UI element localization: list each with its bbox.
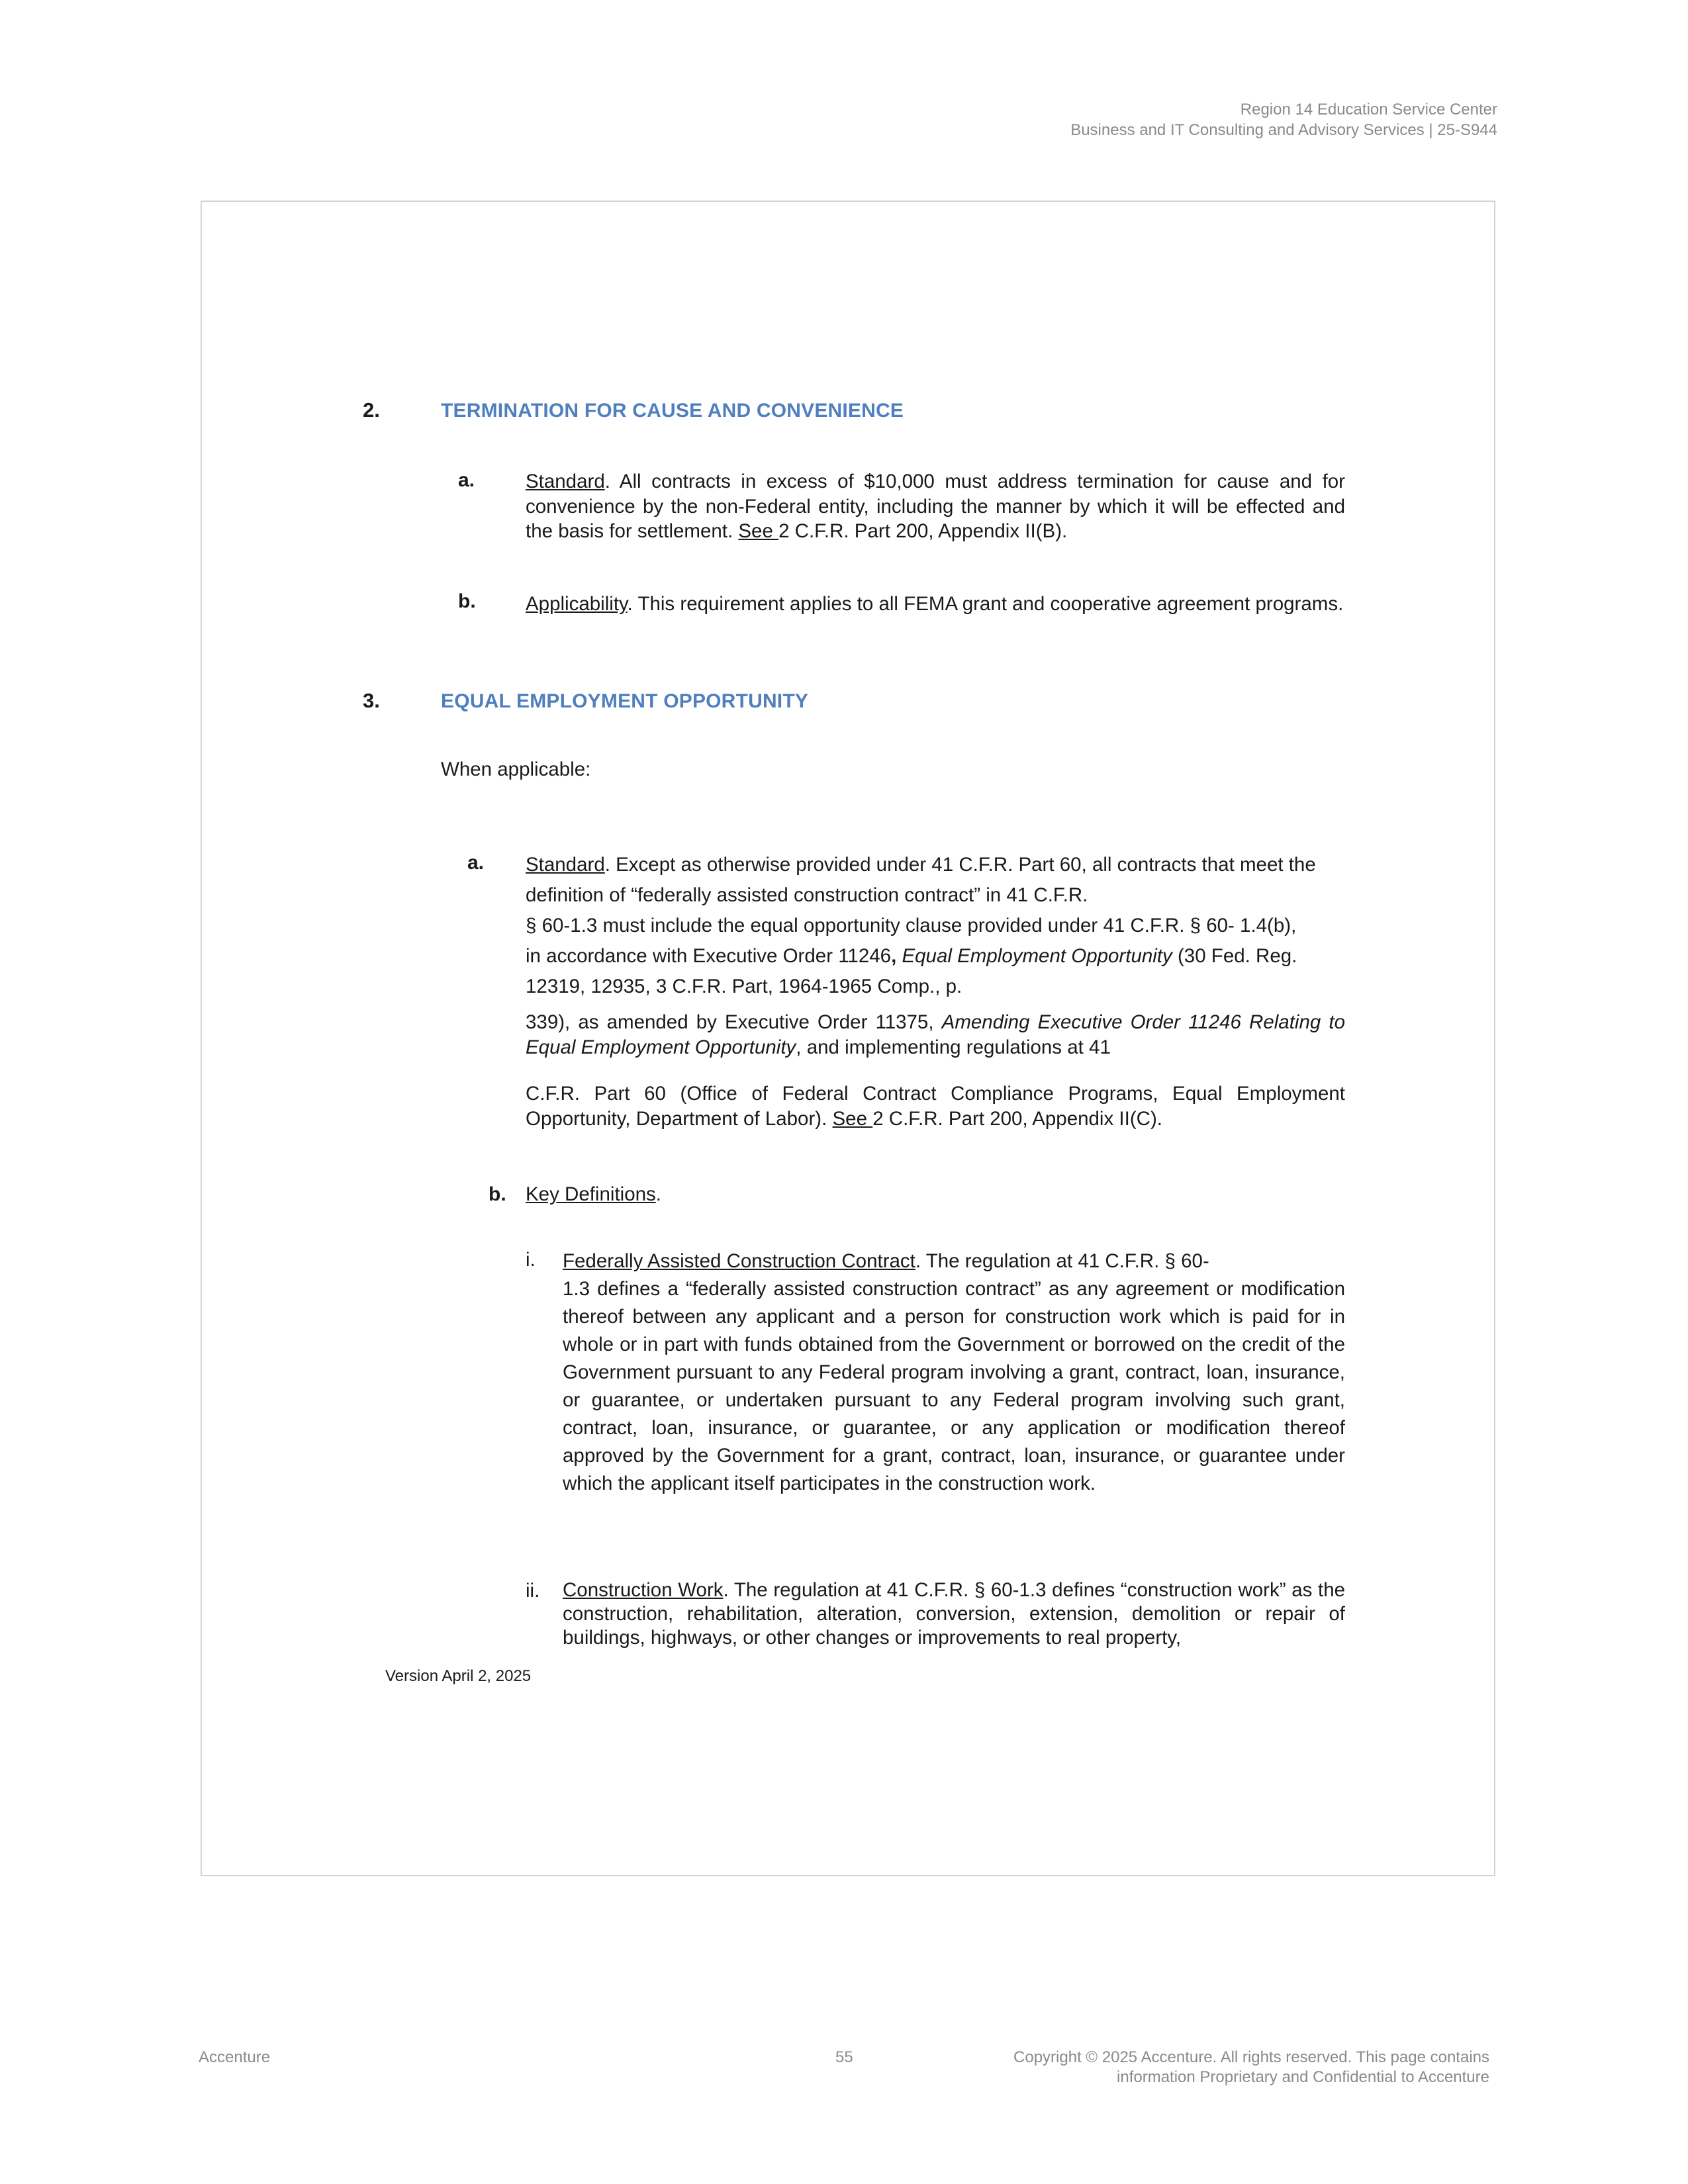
- section-3-intro: When applicable:: [441, 758, 591, 780]
- section-3-a-continuation-2: C.F.R. Part 60 (Office of Federal Contract Compliance Programs, Equal Employment Opportunity, Department of Labor). See 2 C.F.R. Part 200, Appendix II(C).: [526, 1083, 1345, 1130]
- section-2-b-term: Applicability: [526, 593, 628, 615]
- section-3-b-term: Key Definitions: [526, 1183, 656, 1205]
- header-project: Business and IT Consulting and Advisory Services | 25-S944: [1070, 121, 1497, 139]
- section-3-b-label: b.: [489, 1183, 506, 1205]
- section-2-a-term: Standard: [526, 471, 605, 492]
- footer-company: Accenture: [199, 2048, 271, 2066]
- page-number: 55: [835, 2048, 853, 2066]
- footer-copyright: Copyright © 2025 Accenture. All rights reserved. This page contains information Proprietary and Confidential to Accenture: [1013, 2048, 1489, 2086]
- see-reference: See: [738, 520, 779, 542]
- section-3-a-continuation: 339), as amended by Executive Order 11375, Amending Executive Order 11246 Relating to Equal Employment Opportunity, and implementing regulations at 41: [526, 1011, 1345, 1058]
- definition-i-paragraph: Federally Assisted Construction Contract. The regulation at 41 C.F.R. § 60- 1.3 defines a “federally assisted construction contract” as any agreement or modification thereof between any applicant and a person for construction work which is paid for in whole or in part with funds obtained from the Government or borrowed on the credit of the Government pursuant to any Federal program involving a grant, contract, loan, insurance, or guarantee, or undertaken pursuant to any Federal program involving such grant, contract, loan, insurance, or guarantee, or any application or modification thereof approved by the Government for a grant, contract, loan, insurance, or guarantee under which the applicant itself participates in the construction work.: [563, 1250, 1345, 1494]
- section-2-title: TERMINATION FOR CAUSE AND CONVENIENCE: [441, 400, 904, 422]
- section-2-number: 2.: [363, 398, 380, 422]
- section-3-a-label: a.: [467, 852, 485, 874]
- section-2-a-label: a.: [458, 469, 475, 491]
- definition-i-term: Federally Assisted Construction Contract: [563, 1250, 915, 1272]
- definition-i-numeral: i.: [526, 1249, 536, 1271]
- version-label: Version April 2, 2025: [385, 1667, 532, 1685]
- section-3-a-term: Standard: [526, 854, 605, 876]
- section-2-a-paragraph: Standard. All contracts in excess of $10,000 must address termination for cause and for convenience by the non-Federal entity, including the manner by which it will be effected and the basis for settlement. See 2 C.F.R. Part 200, Appendix II(B).: [526, 471, 1345, 542]
- definition-ii-numeral: ii.: [526, 1580, 540, 1602]
- page-header: [1070, 99, 1497, 140]
- section-3-b-heading: Key Definitions.: [526, 1183, 661, 1205]
- section-3-title: EQUAL EMPLOYMENT OPPORTUNITY: [441, 690, 809, 712]
- section-2-b-label: b.: [458, 590, 476, 612]
- definition-ii-paragraph: Construction Work. The regulation at 41 C.F.R. § 60-1.3 defines “construction work” as the construction, rehabilitation, alteration, conversion, extension, demolition or repair of buildings, highways, or other changes or improvements to real property,: [563, 1579, 1346, 1649]
- header-organization: Region 14 Education Service Center: [1240, 101, 1497, 118]
- section-3-a-paragraph: Standard. Except as otherwise provided under 41 C.F.R. Part 60, all contracts that meet the definition of “federally assisted construction contract” in 41 C.F.R. § 60-1.3 must include the equal opportunity clause provided under 41 C.F.R. § 60- 1.4(b), in accordance with Executive Order 11246, Equal Employment Opportunity (30 Fed. Reg. 12319, 12935, 3 C.F.R. Part, 1964-1965 Comp., p.: [526, 854, 1316, 997]
- section-2-b-paragraph: Applicability. This requirement applies to all FEMA grant and cooperative agreement programs.: [526, 593, 1344, 615]
- see-reference: See: [832, 1107, 873, 1130]
- definition-ii-term: Construction Work: [563, 1579, 724, 1601]
- section-3-number: 3.: [363, 689, 380, 712]
